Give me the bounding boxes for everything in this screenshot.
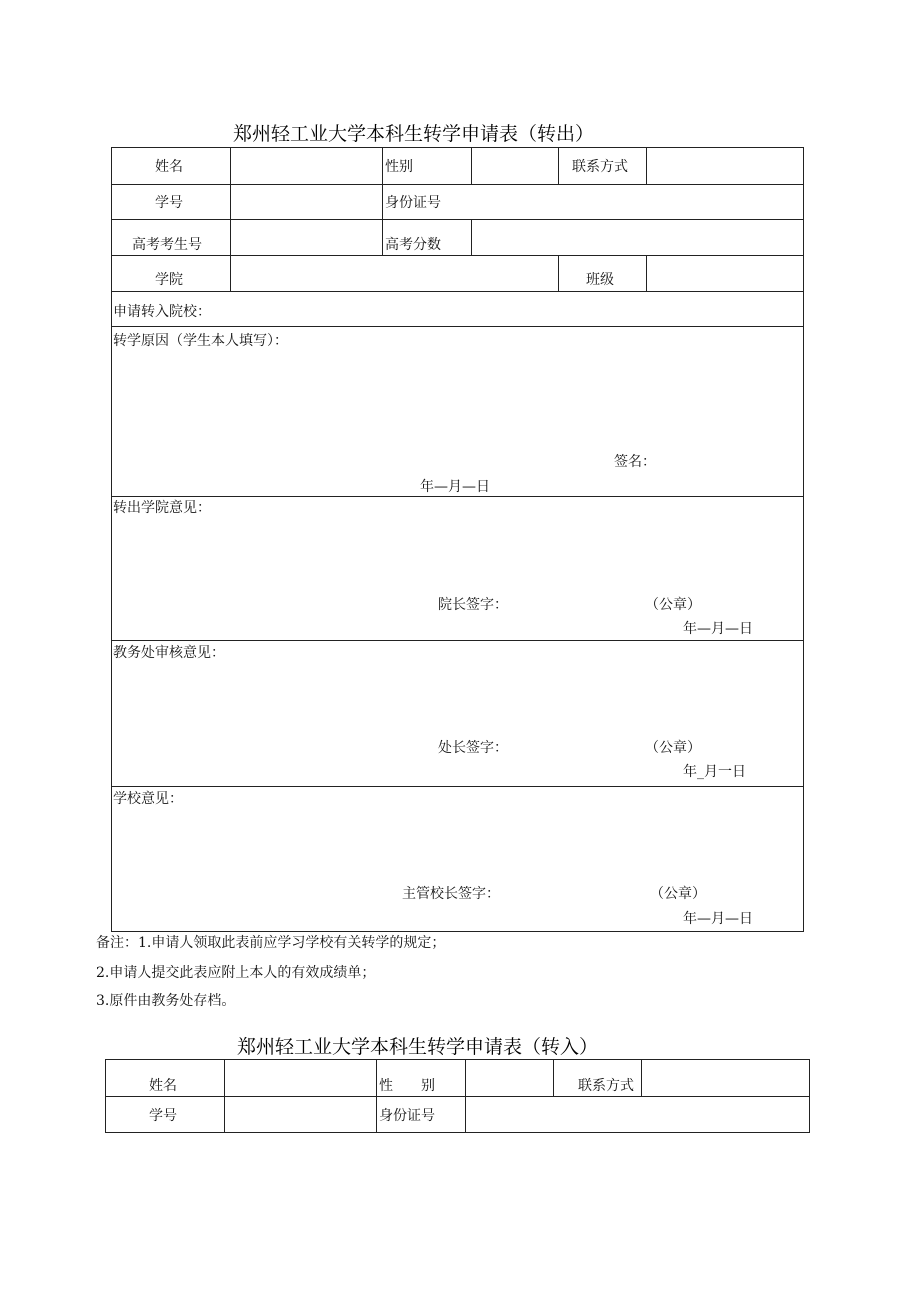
- id-card-field[interactable]: [472, 185, 802, 218]
- college-sign-label: 院长签字：: [438, 597, 508, 613]
- note-2: 2.申请人提交此表应附上本人的有效成绩单；: [96, 965, 376, 981]
- in-label-name: 姓名: [149, 1078, 177, 1094]
- label-exam-no: 高考考生号: [132, 237, 202, 253]
- in-label-id-card: 身份证号: [379, 1108, 435, 1124]
- in-label-gender: 性 别: [379, 1078, 435, 1094]
- label-class: 班级: [586, 272, 614, 288]
- form-out-title: 郑州轻工业大学本科生转学申请表（转出）: [233, 123, 595, 145]
- student-id-field[interactable]: [231, 185, 379, 218]
- in-label-student-id: 学号: [149, 1108, 177, 1124]
- college-date: 年—月—日: [683, 621, 753, 637]
- label-student-id: 学号: [155, 195, 183, 211]
- note-3: 3.原件由教务处存档。: [96, 993, 236, 1009]
- academic-sign-label: 处长签字：: [438, 740, 508, 756]
- reason-sign-label: 签名：: [614, 454, 656, 470]
- college-opinion-label: 转出学院意见：: [113, 500, 211, 516]
- contact-field[interactable]: [647, 149, 802, 183]
- school-date: 年—月—日: [683, 911, 753, 927]
- college-opinion-field[interactable]: [113, 520, 801, 590]
- class-field[interactable]: [647, 256, 802, 290]
- in-label-contact: 联系方式: [578, 1078, 634, 1094]
- school-sign-label: 主管校长签字：: [402, 886, 500, 902]
- school-seal-label: （公章）: [650, 886, 706, 902]
- name-field[interactable]: [231, 149, 379, 183]
- school-opinion-label: 学校意见：: [113, 791, 183, 807]
- college-field[interactable]: [231, 256, 555, 290]
- in-contact-field[interactable]: [642, 1061, 808, 1095]
- in-id-card-field[interactable]: [466, 1097, 808, 1131]
- label-college: 学院: [155, 272, 183, 288]
- academic-opinion-label: 教务处审核意见：: [113, 645, 225, 661]
- academic-opinion-field[interactable]: [113, 665, 801, 735]
- label-contact: 联系方式: [572, 159, 628, 175]
- label-exam-score: 高考分数: [385, 237, 441, 253]
- school-opinion-field[interactable]: [113, 811, 801, 881]
- note-1: 备注：1.申请人领取此表前应学习学校有关转学的规定；: [96, 935, 446, 951]
- in-name-field[interactable]: [225, 1061, 373, 1095]
- label-gender: 性别: [385, 159, 413, 175]
- exam-score-field[interactable]: [472, 220, 802, 254]
- exam-no-field[interactable]: [231, 220, 379, 254]
- in-gender-field[interactable]: [466, 1061, 551, 1095]
- form-in-title: 郑州轻工业大学本科生转学申请表（转入）: [237, 1036, 599, 1058]
- college-seal-label: （公章）: [645, 597, 701, 613]
- gender-field[interactable]: [472, 149, 556, 183]
- label-id-card: 身份证号: [385, 195, 441, 211]
- target-school-field[interactable]: [212, 292, 802, 325]
- in-student-id-field[interactable]: [225, 1097, 373, 1131]
- reason-field[interactable]: [113, 352, 801, 442]
- reason-date: 年—月—日: [420, 479, 490, 495]
- academic-seal-label: （公章）: [645, 740, 701, 756]
- academic-date: 年_月一日: [683, 764, 746, 780]
- label-target-school: 申请转入院校：: [113, 304, 211, 320]
- reason-label: 转学原因（学生本人填写）：: [113, 333, 288, 349]
- label-name: 姓名: [155, 159, 183, 175]
